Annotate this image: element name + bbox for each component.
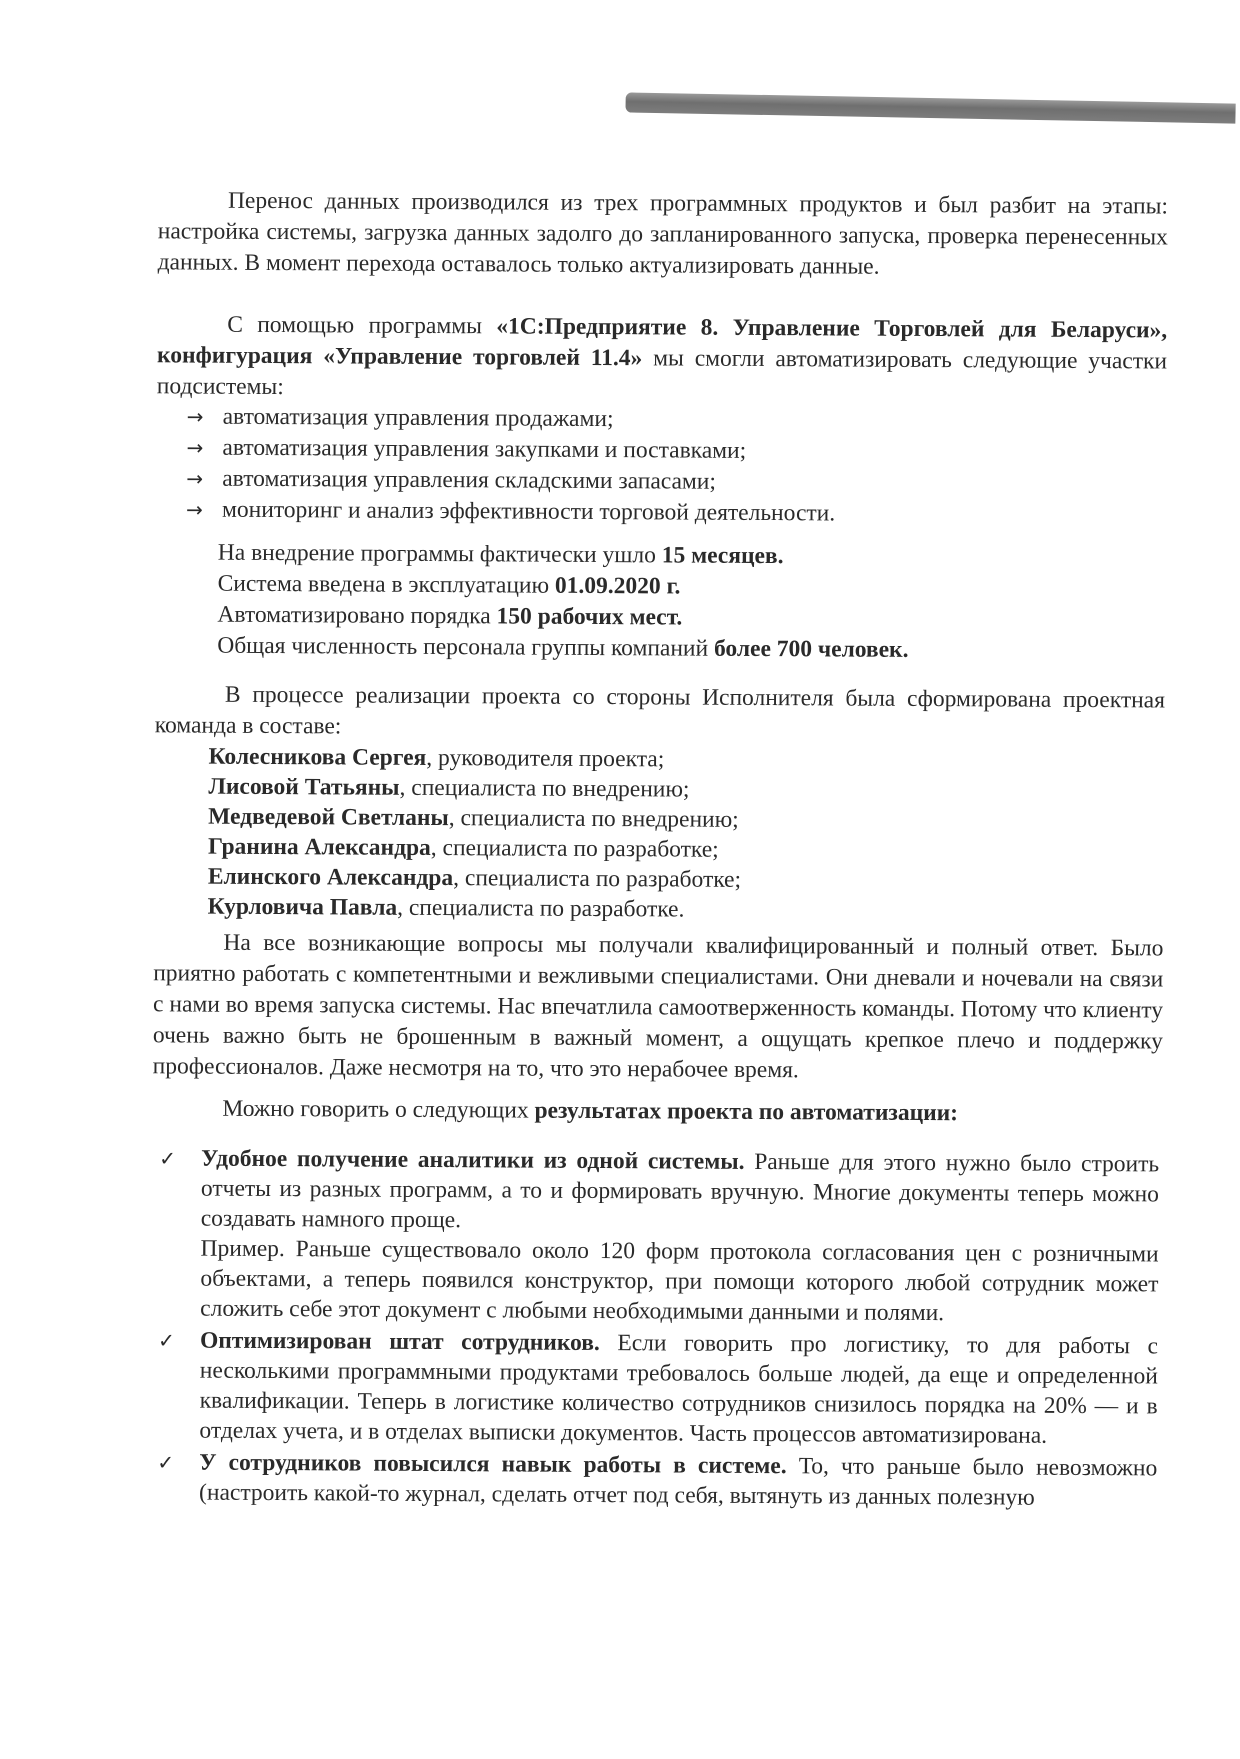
team-member [208, 802, 1008, 837]
list-item-text: автоматизация управления закупками и поставками; [222, 434, 747, 464]
fact-value: 150 рабочих мест. [496, 603, 683, 631]
member-name: Курловича Павла [207, 893, 398, 921]
team-member [209, 742, 1009, 777]
scan-edge-strip [625, 92, 1235, 123]
paragraph-feedback: На все возникающие вопросы мы получали квалифицированный и полный ответ. Было приятно работать с компетентными и вежливыми специалистами. Они дневали и ночевали на связи с нами во время запуска системы. Нас впечатлила самоотверженность команды. Потому что клиенту очень важно быть не брошенным в важный момент, а ощущать крепкое плечо и поддержку профессионалов. Даже несмотря на то, что это нерабочее время. [152, 929, 1164, 1084]
fact-value: 15 месяцев. [661, 542, 784, 570]
fact-text: Общая численность персонала группы компаний [217, 632, 715, 662]
member-name: Лисовой Татьяны [208, 773, 400, 801]
checkmark-icon: ✓ [157, 1450, 175, 1475]
fact-text: Автоматизировано порядка [217, 601, 497, 630]
program-name: «1С:Предприятие 8. Управление Торговлей для Беларуси», конфигурация «Управление торговлей 11.4» [156, 313, 1168, 372]
member-role: , специалиста по разработке. [397, 894, 685, 923]
results-intro-bold: результатах проекта по автоматизации: [534, 1097, 959, 1127]
result-body: Если говорить про логистику, то для работы с несколькими программными продуктами требовалось больше людей, да еще и определенной квалификации. Теперь в логистике количество сотрудников снизилось порядка на 20% — и в отделах учета, и в отделах выписки документов. Часть процессов автоматизирована. [199, 1330, 1159, 1449]
team-member [208, 832, 1008, 867]
checkmark-icon: ✓ [159, 1146, 176, 1171]
paragraph-program-intro [157, 309, 1168, 408]
member-name: Колесникова Сергея [208, 743, 427, 771]
arrow-icon: → [186, 497, 203, 522]
team-list [208, 742, 1009, 927]
result-text [199, 1326, 1158, 1452]
result-item [157, 1447, 1157, 1513]
paragraph-data-migration: Перенос данных производился из трех программных продуктов и был разбит на этапы: настройка системы, загрузка данных задолго до запланированного запуска, проверка перенесенных данных. В момент перехода оставалось только актуализировать данные. [157, 187, 1169, 280]
result-title: Оптимизирован штат сотрудников. [199, 1327, 600, 1357]
team-member [208, 892, 1008, 927]
result-body: Раньше для этого нужно было строить отчеты из разных программ, а то и формировать вручную. Многие документы теперь можно создавать намного проще. [200, 1148, 1160, 1234]
result-text [200, 1144, 1159, 1330]
member-role: , специалиста по разработке; [430, 834, 719, 863]
member-name: Елинского Александра [207, 863, 454, 892]
team-member [208, 772, 1008, 807]
member-role: , руководителя проекта; [426, 744, 665, 773]
checkmark-icon: ✓ [157, 1328, 175, 1353]
program-intro-tail: мы смогли автоматизировать следующие участки подсистемы: [156, 345, 1168, 401]
list-item-text: автоматизация управления продажами; [222, 403, 614, 433]
result-item [157, 1325, 1158, 1451]
member-name: Гранина Александра [207, 833, 431, 861]
results-intro [152, 1093, 1162, 1130]
fact-text: Система введена в эксплуатацию [217, 570, 556, 599]
member-role: , специалиста по внедрению; [448, 805, 739, 833]
result-title: У сотрудников повысился навык работы в системе. [199, 1449, 787, 1480]
list-item-text: автоматизация управления складскими запасами; [222, 465, 717, 495]
fact-line [218, 569, 1018, 605]
results-intro-text: Можно говорить о следующих [222, 1095, 535, 1124]
arrow-icon: → [186, 435, 204, 460]
fact-value: более 700 человек. [713, 635, 909, 663]
result-title: Удобное получение аналитики из одной системы. [201, 1145, 745, 1175]
fact-line [217, 631, 1017, 667]
fact-value: 01.09.2020 г. [554, 572, 681, 600]
result-body: То, что раньше было невозможно (настроить какой-то журнал, сделать отчет под себя, вытянуть из данных полезную [199, 1453, 1158, 1511]
arrow-icon: → [186, 404, 204, 429]
results-list [157, 1143, 1159, 1515]
paragraph-team-intro: В процессе реализации проекта со стороны Исполнителя была сформирована проектная команда в составе: [154, 681, 1166, 740]
list-item-text: мониторинг и анализ эффективности торговой деятельности. [222, 496, 836, 527]
member-name: Медведевой Светланы [208, 803, 449, 832]
member-role: , специалиста по разработке; [453, 865, 742, 893]
result-item [158, 1143, 1159, 1329]
fact-line [217, 600, 1017, 636]
team-member [208, 862, 1008, 897]
program-intro-lead: С помощью программы [227, 311, 497, 340]
arrow-icon: → [186, 466, 204, 491]
list-item [186, 494, 1106, 531]
automated-areas-list [186, 401, 1107, 531]
fact-line [218, 538, 1018, 574]
project-facts [217, 538, 1018, 667]
fact-text: На внедрение программы фактически ушло [217, 539, 662, 569]
result-text [199, 1448, 1157, 1514]
member-role: , специалиста по внедрению; [399, 774, 690, 803]
result-example: Пример. Раньше существовало около 120 форм протокола согласования цен с розничными объектами, а теперь появился конструктор, при помощи которого любой сотрудник может сложить себе этот документ с любыми необходимыми данными и полями. [200, 1235, 1159, 1327]
